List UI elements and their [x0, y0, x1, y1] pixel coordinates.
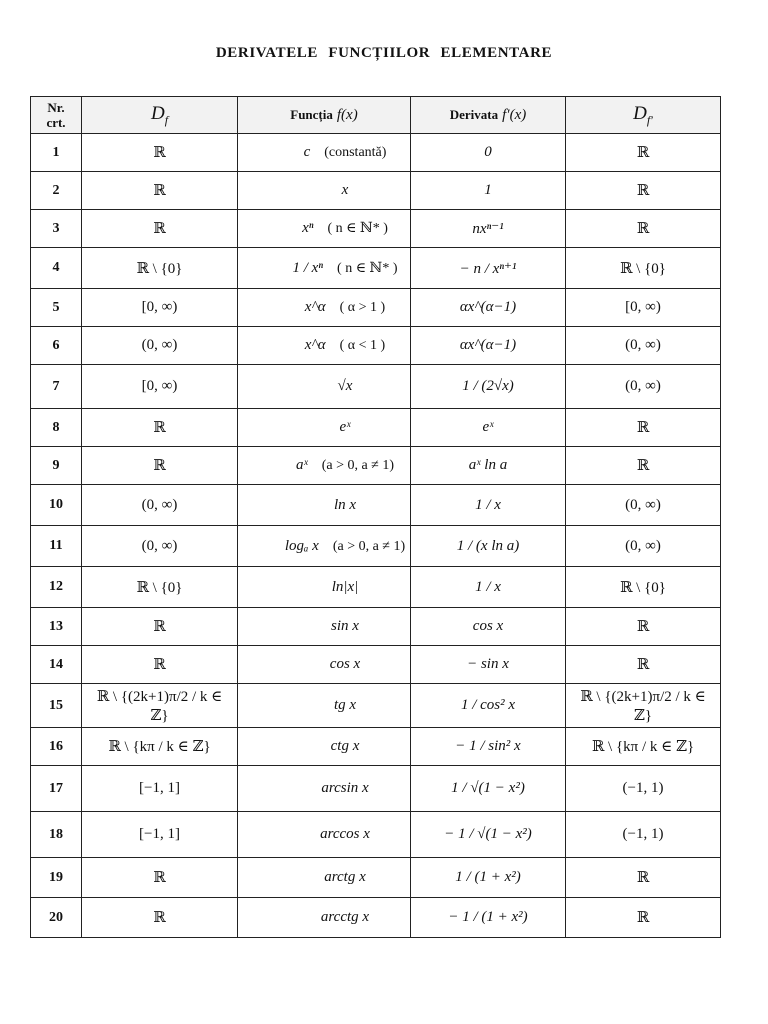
- function-domain-text: ℝ: [153, 458, 166, 474]
- derivative-domain: [566, 858, 721, 898]
- derivative-expression-text: 1 / (x ln a): [456, 537, 520, 554]
- row-number-text: 17: [49, 780, 63, 796]
- header-derivative-domain: [566, 97, 721, 134]
- derivatives-table: [30, 96, 721, 938]
- derivative-domain-text: [0, ∞): [625, 299, 661, 315]
- table-row: [31, 646, 721, 684]
- function-formula: √x: [337, 378, 353, 394]
- function-formula: arcctg x: [320, 909, 370, 925]
- derivative-domain: [566, 898, 721, 938]
- header-derivative: [411, 97, 566, 134]
- row-number-text: 6: [52, 337, 60, 353]
- function-expression: [238, 210, 411, 248]
- table-row: [31, 766, 721, 812]
- function-expression: [238, 526, 411, 567]
- function-domain-text: (0, ∞): [141, 496, 178, 513]
- function-expression: [238, 858, 411, 898]
- row-number: [31, 409, 82, 447]
- table-row: [31, 172, 721, 210]
- row-number: [31, 898, 82, 938]
- row-number: [31, 812, 82, 858]
- header-derivative-label: Derivata: [449, 106, 499, 122]
- function-domain: [82, 327, 238, 365]
- row-number: [31, 365, 82, 409]
- function-domain: [82, 728, 238, 766]
- derivative-expression: [411, 327, 566, 365]
- function-expression: [238, 728, 411, 766]
- function-formula: tg x: [333, 697, 357, 713]
- function-expression: [238, 172, 411, 210]
- derivative-domain-text: (0, ∞): [625, 496, 661, 513]
- function-condition: (a > 0, a ≠ 1): [321, 458, 395, 473]
- function-domain: [82, 134, 238, 172]
- row-number-text: 13: [49, 618, 63, 634]
- derivative-expression-text: 0: [484, 144, 492, 160]
- function-domain: [82, 289, 238, 327]
- table-header: [31, 97, 721, 134]
- row-number-text: 8: [52, 419, 60, 435]
- derivative-expression-text: cos x: [472, 618, 504, 634]
- table-row: [31, 898, 721, 938]
- derivative-expression: [411, 248, 566, 289]
- derivative-domain-text: ℝ \ {kπ / k ∈ ℤ}: [591, 739, 695, 755]
- function-formula: arccos x: [320, 826, 370, 842]
- row-number: [31, 684, 82, 728]
- derivative-domain: [566, 766, 721, 812]
- function-domain: [82, 409, 238, 447]
- row-number-text: 16: [49, 738, 63, 754]
- derivative-expression-text: 1: [484, 182, 492, 198]
- row-number-text: 14: [49, 656, 63, 672]
- derivative-domain-text: ℝ: [636, 619, 650, 635]
- derivative-domain: [566, 248, 721, 289]
- row-number: [31, 248, 82, 289]
- function-domain-text: ℝ: [153, 870, 166, 886]
- function-formula: arctg x: [324, 869, 366, 885]
- function-domain-text: [0, ∞): [141, 378, 178, 394]
- derivative-expression-text: 1 / x: [475, 578, 501, 595]
- function-formula: c: [303, 144, 311, 160]
- table-row: [31, 608, 721, 646]
- function-domain: [82, 766, 238, 812]
- function-domain-text: [−1, 1]: [139, 826, 180, 842]
- function-domain-text: ℝ: [153, 145, 166, 161]
- derivative-domain: [566, 608, 721, 646]
- function-formula: x: [341, 182, 349, 198]
- function-domain: [82, 898, 238, 938]
- derivative-domain-text: (−1, 1): [622, 780, 664, 796]
- header-derivative-domain-symbol: $D_{f'}$: [633, 102, 653, 127]
- function-domain: [82, 608, 238, 646]
- header-row: [31, 97, 721, 134]
- function-domain-text: ℝ: [153, 221, 166, 237]
- derivative-expression-text: − 1 / (1 + x²): [448, 909, 528, 925]
- derivative-domain: [566, 365, 721, 409]
- header-function-label: Funcția: [290, 106, 333, 122]
- derivative-domain-text: ℝ: [636, 870, 650, 886]
- function-domain-text: (0, ∞): [141, 337, 178, 353]
- row-number-text: 4: [52, 260, 60, 275]
- table-row: [31, 728, 721, 766]
- derivative-expression-text: 1 / (1 + x²): [455, 869, 521, 885]
- table-row: [31, 134, 721, 172]
- derivative-domain: [566, 447, 721, 485]
- function-expression: [238, 766, 411, 812]
- derivative-domain-text: ℝ \ {0}: [619, 579, 667, 596]
- function-domain-text: ℝ: [153, 910, 166, 926]
- derivative-expression-text: 1 / x: [475, 496, 501, 513]
- derivative-domain-text: ℝ: [636, 221, 650, 237]
- function-formula: x^α: [304, 337, 326, 353]
- function-domain-text: ℝ: [153, 619, 166, 635]
- function-condition: ( α > 1 ): [339, 300, 386, 315]
- function-formula: xⁿ: [302, 220, 314, 236]
- function-domain: [82, 812, 238, 858]
- function-formula: arcsin x: [321, 780, 369, 796]
- derivative-expression: [411, 134, 566, 172]
- function-domain: [82, 567, 238, 608]
- derivative-domain-text: ℝ: [636, 910, 650, 926]
- function-domain: [82, 858, 238, 898]
- derivative-expression-text: 1 / (2√x): [462, 378, 514, 394]
- derivative-domain-text: (−1, 1): [622, 826, 664, 842]
- function-expression: [238, 684, 411, 728]
- derivative-domain-text: (0, ∞): [625, 378, 661, 394]
- function-domain-text: [0, ∞): [141, 299, 178, 315]
- row-number: [31, 447, 82, 485]
- row-number: [31, 327, 82, 365]
- derivative-expression-text: − 1 / √(1 − x²): [444, 826, 532, 842]
- function-domain-text: ℝ \ {0}: [136, 579, 183, 596]
- table-row: [31, 210, 721, 248]
- row-number: [31, 526, 82, 567]
- derivative-domain: [566, 728, 721, 766]
- derivative-expression: [411, 728, 566, 766]
- derivative-domain: [566, 485, 721, 526]
- function-domain-text: (0, ∞): [141, 537, 178, 554]
- row-number-text: 9: [52, 457, 60, 473]
- derivative-domain: [566, 567, 721, 608]
- table-row: [31, 248, 721, 289]
- derivative-expression: [411, 526, 566, 567]
- row-number: [31, 608, 82, 646]
- table-row: [31, 684, 721, 728]
- function-expression: [238, 289, 411, 327]
- derivative-expression: [411, 608, 566, 646]
- row-number-text: 15: [49, 697, 63, 713]
- derivative-expression: [411, 485, 566, 526]
- derivative-expression: [411, 646, 566, 684]
- derivative-expression-text: aˣ ln a: [468, 457, 508, 473]
- function-domain-text: ℝ \ {kπ / k ∈ ℤ}: [108, 739, 211, 755]
- function-formula: ctg x: [330, 738, 360, 754]
- table-row: [31, 526, 721, 567]
- row-number-text: 12: [49, 579, 63, 594]
- derivative-domain-text: ℝ \ {0}: [619, 260, 667, 277]
- function-expression: [238, 409, 411, 447]
- derivative-expression: [411, 447, 566, 485]
- function-formula: ln|x|: [331, 578, 359, 595]
- derivative-expression-text: − sin x: [467, 656, 509, 672]
- function-expression: [238, 646, 411, 684]
- derivative-expression: [411, 172, 566, 210]
- function-expression: [238, 365, 411, 409]
- row-number-text: 18: [49, 826, 63, 842]
- row-number-text: 19: [49, 869, 63, 885]
- row-number: [31, 485, 82, 526]
- function-domain: [82, 447, 238, 485]
- derivative-expression-text: nxⁿ⁻¹: [472, 221, 504, 237]
- function-formula: eˣ: [339, 419, 351, 435]
- function-domain: [82, 172, 238, 210]
- derivative-domain: [566, 812, 721, 858]
- row-number-text: 20: [49, 909, 63, 925]
- function-expression: [238, 485, 411, 526]
- function-expression: [238, 608, 411, 646]
- derivative-domain-text: (0, ∞): [625, 337, 661, 353]
- table-row: [31, 365, 721, 409]
- row-number: [31, 766, 82, 812]
- function-condition: ( n ∈ ℕ* ): [327, 221, 388, 236]
- derivative-expression: [411, 684, 566, 728]
- page-title: DERIVATELE FUNCȚIILOR ELEMENTARE: [215, 45, 553, 61]
- derivative-domain: [566, 289, 721, 327]
- row-number: [31, 858, 82, 898]
- row-number: [31, 289, 82, 327]
- function-domain-text: ℝ \ {(2k+1)π/2 / k ∈ ℤ}: [96, 688, 223, 724]
- function-expression: [238, 447, 411, 485]
- derivative-domain: [566, 646, 721, 684]
- function-domain: [82, 646, 238, 684]
- row-number-text: 1: [52, 144, 60, 160]
- function-domain: [82, 365, 238, 409]
- table-row: [31, 289, 721, 327]
- header-domain-symbol: $D_f$: [150, 102, 169, 127]
- derivative-domain: [566, 134, 721, 172]
- table-row: [31, 567, 721, 608]
- row-number-text: 7: [52, 378, 60, 394]
- derivative-expression: [411, 858, 566, 898]
- derivative-domain: [566, 172, 721, 210]
- function-domain: [82, 526, 238, 567]
- derivative-domain: [566, 327, 721, 365]
- function-domain: [82, 485, 238, 526]
- derivative-expression-text: − n / xⁿ⁺¹: [459, 260, 517, 277]
- header-nr: [31, 97, 82, 134]
- header-nr-line1: Nr.: [47, 100, 65, 115]
- derivative-expression: [411, 365, 566, 409]
- function-expression: [238, 812, 411, 858]
- row-number: [31, 728, 82, 766]
- derivative-expression: [411, 289, 566, 327]
- table-row: [31, 409, 721, 447]
- header-function: [238, 97, 411, 134]
- derivative-expression-text: 1 / cos² x: [460, 697, 516, 713]
- derivative-domain-text: ℝ: [636, 657, 650, 673]
- derivative-domain: [566, 526, 721, 567]
- row-number: [31, 646, 82, 684]
- function-formula: aˣ: [295, 457, 308, 473]
- derivative-expression: [411, 210, 566, 248]
- function-domain-text: ℝ: [153, 657, 166, 673]
- derivative-expression: [411, 567, 566, 608]
- function-formula: x^α: [304, 299, 326, 315]
- derivative-domain-text: ℝ \ {(2k+1)π/2 / k ∈ ℤ}: [580, 688, 706, 724]
- function-expression: [238, 248, 411, 289]
- derivative-expression: [411, 766, 566, 812]
- function-domain: [82, 684, 238, 728]
- row-number: [31, 567, 82, 608]
- derivative-expression-text: αx^(α−1): [459, 299, 517, 315]
- derivative-domain: [566, 210, 721, 248]
- function-condition: ( n ∈ ℕ* ): [337, 260, 398, 276]
- function-formula: ln x: [333, 496, 357, 513]
- function-formula: cos x: [329, 656, 361, 672]
- function-condition: (constantă): [324, 145, 387, 160]
- row-number-text: 5: [52, 299, 60, 315]
- function-expression: [238, 898, 411, 938]
- derivative-expression-text: − 1 / sin² x: [455, 738, 521, 754]
- header-derivative-expr: f′(x): [502, 106, 527, 123]
- derivative-domain-text: ℝ: [636, 420, 650, 436]
- row-number-text: 11: [49, 538, 63, 553]
- derivative-expression: [411, 898, 566, 938]
- function-formula: 1 / xⁿ: [292, 259, 324, 276]
- derivative-domain-text: ℝ: [636, 183, 650, 199]
- table-row: [31, 447, 721, 485]
- derivative-domain: [566, 409, 721, 447]
- table-row: [31, 485, 721, 526]
- function-condition: (a > 0, a ≠ 1): [332, 538, 406, 554]
- derivative-expression: [411, 409, 566, 447]
- row-number: [31, 172, 82, 210]
- function-expression: [238, 327, 411, 365]
- function-expression: [238, 567, 411, 608]
- derivative-domain-text: (0, ∞): [625, 537, 661, 554]
- table-row: [31, 812, 721, 858]
- derivative-domain: [566, 684, 721, 728]
- function-domain-text: ℝ: [153, 420, 166, 436]
- function-domain-text: ℝ: [153, 183, 166, 199]
- header-domain: [82, 97, 238, 134]
- row-number: [31, 210, 82, 248]
- row-number-text: 2: [52, 182, 60, 198]
- derivative-domain-text: ℝ: [636, 145, 650, 161]
- derivative-expression-text: eˣ: [482, 419, 494, 435]
- function-domain-text: ℝ \ {0}: [136, 260, 183, 277]
- function-domain: [82, 248, 238, 289]
- derivative-expression-text: 1 / √(1 − x²): [451, 780, 525, 796]
- function-domain-text: [−1, 1]: [139, 780, 180, 796]
- function-expression: [238, 134, 411, 172]
- row-number: [31, 134, 82, 172]
- row-number-text: 10: [49, 497, 63, 512]
- derivative-domain-text: ℝ: [636, 458, 650, 474]
- derivative-expression-text: αx^(α−1): [459, 337, 517, 353]
- header-function-expr: f(x): [336, 106, 358, 123]
- table-row: [31, 858, 721, 898]
- function-formula: sin x: [331, 618, 359, 634]
- table-body: [31, 134, 721, 938]
- function-domain: [82, 210, 238, 248]
- header-nr-line2: crt.: [46, 115, 66, 130]
- derivative-expression: [411, 812, 566, 858]
- function-formula: logₐ x: [284, 537, 319, 554]
- table-row: [31, 327, 721, 365]
- function-condition: ( α < 1 ): [339, 338, 386, 353]
- row-number-text: 3: [52, 220, 60, 236]
